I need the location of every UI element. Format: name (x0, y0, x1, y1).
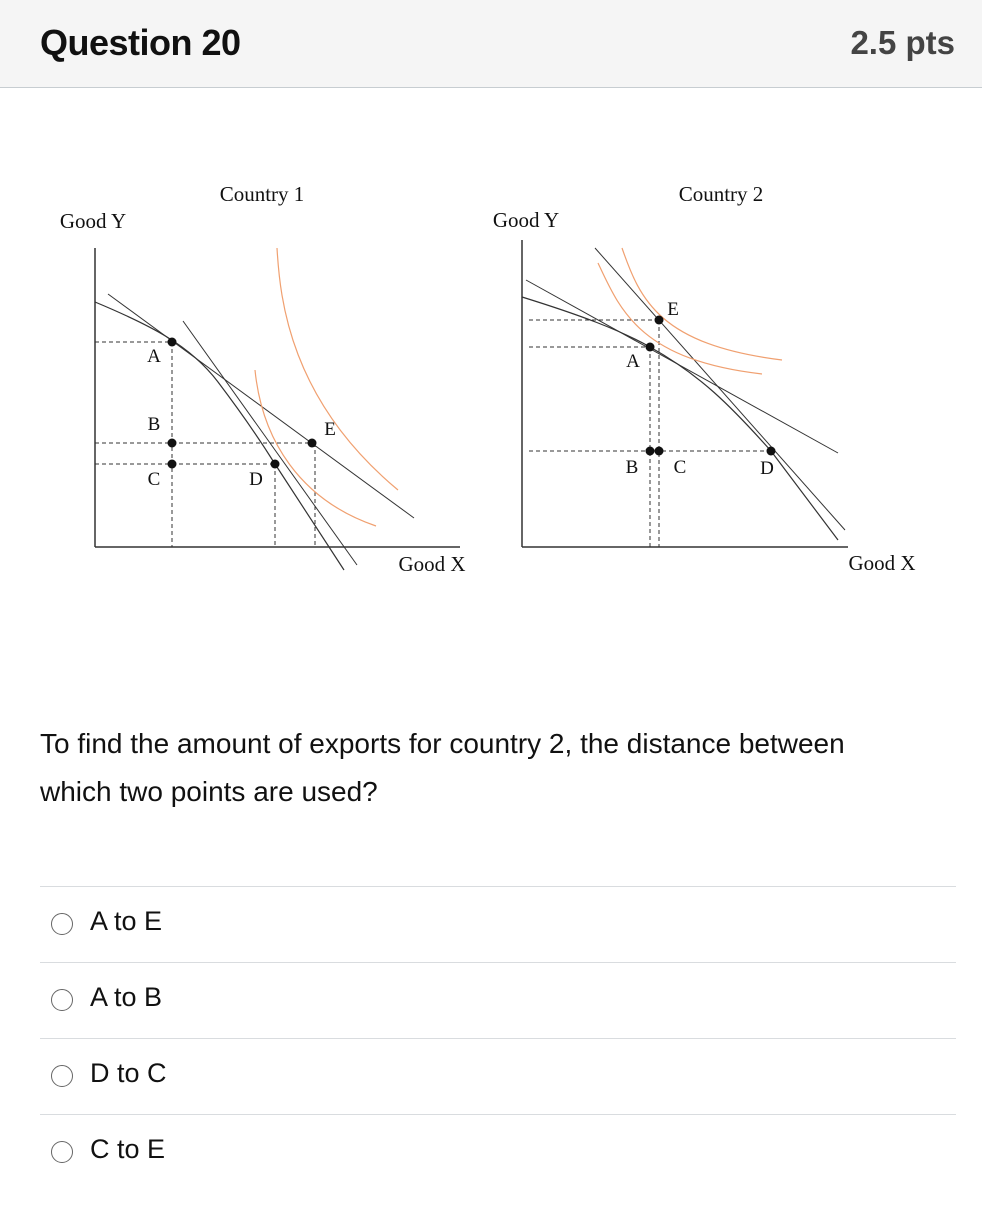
ppf-figure (0, 160, 982, 600)
country1-chart (60, 182, 466, 576)
question-points: 2.5 pts (850, 24, 955, 61)
country1-label-c: C (147, 469, 161, 490)
country1-point-e (308, 439, 317, 448)
answer-label: A to B (90, 982, 163, 1012)
country2-label-d: D (760, 458, 774, 479)
country1-point-b (168, 439, 177, 448)
country2-label-c: C (673, 457, 687, 478)
answer-option-3[interactable] (40, 1038, 956, 1114)
answer-list (40, 886, 956, 1190)
answer-option-4[interactable] (40, 1114, 956, 1190)
country2-x-axis-label: Good X (848, 551, 916, 575)
country1-label-a: A (147, 346, 161, 367)
country2-trade-line (595, 248, 845, 530)
country2-ppf-curve (522, 297, 838, 540)
radio-button[interactable] (51, 1141, 73, 1163)
country1-indifference-curve-high (277, 248, 398, 490)
country2-point-c (655, 447, 664, 456)
radio-button[interactable] (51, 989, 73, 1011)
country2-point-b (646, 447, 655, 456)
country2-label-e: E (667, 299, 679, 320)
answer-option-2[interactable] (40, 962, 956, 1038)
country1-point-d (271, 460, 280, 469)
country1-y-axis-label: Good Y (59, 209, 127, 233)
radio-button[interactable] (51, 1065, 73, 1087)
answer-label: C to E (90, 1134, 166, 1164)
answer-option-1[interactable] (40, 886, 956, 962)
question-prompt: To find the amount of exports for country 2, the distance between which two points are used? (40, 728, 845, 807)
country1-label-e: E (324, 419, 336, 440)
country1-point-c (168, 460, 177, 469)
country2-label-b: B (625, 457, 639, 478)
country1-label-b: B (147, 414, 161, 435)
country1-point-a (168, 338, 177, 347)
country1-x-axis-label: Good X (398, 552, 466, 576)
question-header (0, 0, 982, 88)
country1-title: Country 1 (219, 182, 305, 206)
country2-tangent-line (526, 280, 838, 453)
country2-title: Country 2 (678, 182, 764, 206)
country2-chart (493, 182, 916, 575)
country2-indifference-curve-high (622, 248, 782, 360)
answer-label: D to C (90, 1058, 167, 1088)
country2-point-d (767, 447, 776, 456)
country1-label-d: D (249, 469, 263, 490)
country2-point-a (646, 343, 655, 352)
country2-label-a: A (626, 351, 640, 372)
country2-point-e (655, 316, 664, 325)
answer-label: A to E (90, 906, 163, 936)
question-title: Question 20 (40, 22, 241, 63)
country2-y-axis-label: Good Y (492, 208, 560, 232)
radio-button[interactable] (51, 913, 73, 935)
